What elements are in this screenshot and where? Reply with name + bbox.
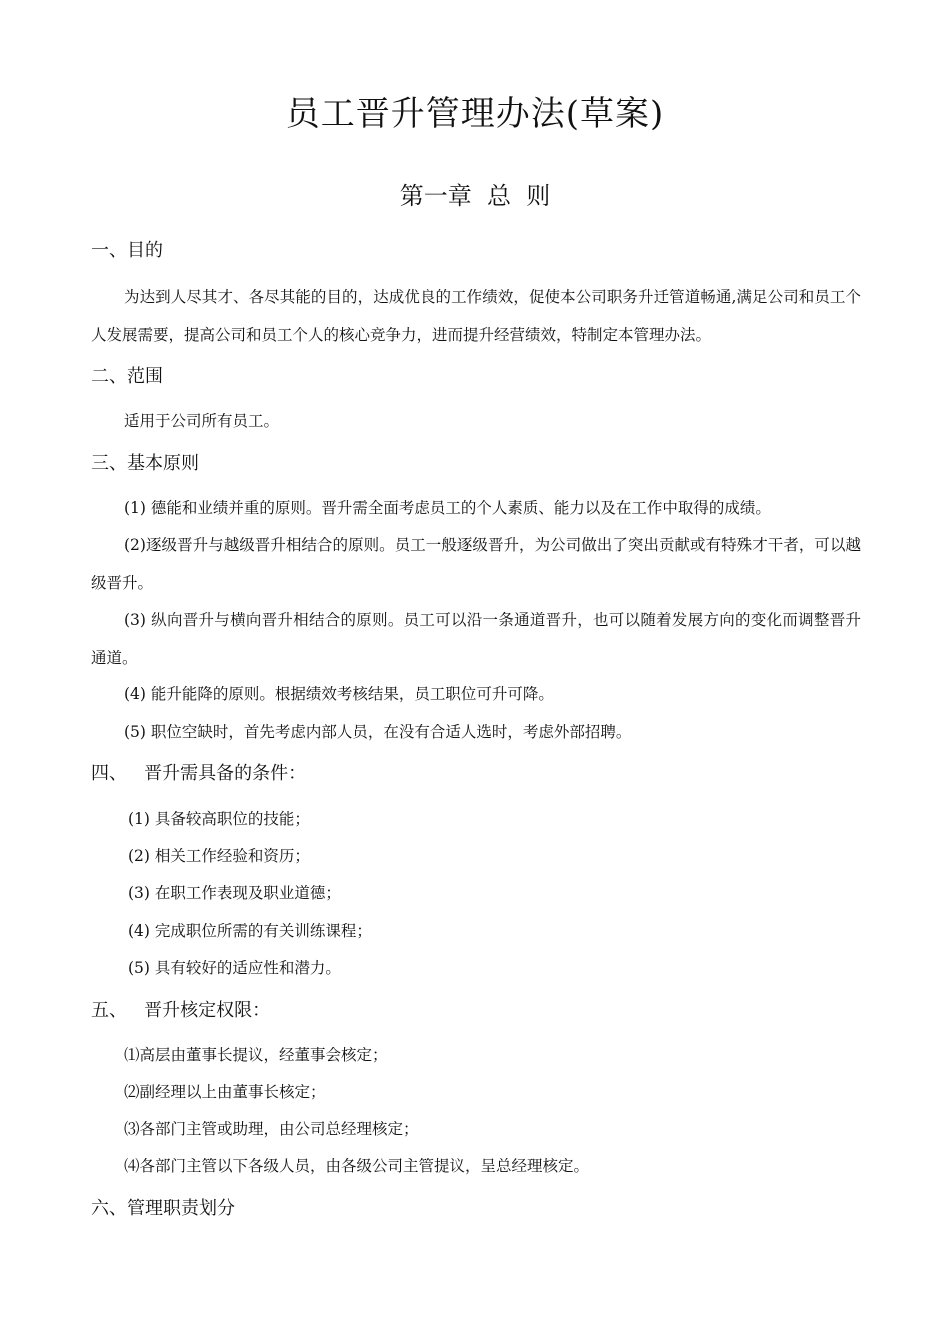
authority-item: ⑵副经理以上由董事长核定；	[124, 1083, 326, 1101]
section-heading-responsibilities: 六、管理职责划分	[91, 1198, 235, 1219]
condition-item: (4) 完成职位所需的有关训练课程；	[128, 922, 372, 940]
section-heading-principles: 三、基本原则	[91, 453, 199, 474]
principle-item: (2)逐级晋升与越级晋升相结合的原则。员工一般逐级晋升，为公司做出了突出贡献或有特殊才干者，可以越级晋升。	[91, 536, 861, 592]
condition-item: (5) 具有较好的适应性和潜力。	[128, 959, 341, 977]
authority-item: ⑷各部门主管以下各级人员，由各级公司主管提议，呈总经理核定。	[124, 1157, 590, 1175]
condition-item: (3) 在职工作表现及职业道德；	[128, 884, 341, 902]
authority-item: ⑴高层由董事长提议，经董事会核定；	[124, 1046, 388, 1064]
section-heading-purpose: 一、目的	[91, 240, 163, 261]
scope-text: 适用于公司所有员工。	[124, 412, 280, 430]
chapter-title: 第一章 总 则	[399, 182, 551, 210]
purpose-paragraph: 为达到人尽其才、各尽其能的目的，达成优良的工作绩效，促使本公司职务升迁管道畅通,满足公司和员工个人发展需要，提高公司和员工个人的核心竞争力，进而提升经营绩效，特制定本管理办法。	[91, 288, 861, 344]
principle-item: (1) 德能和业绩并重的原则。晋升需全面考虑员工的个人素质、能力以及在工作中取得的成绩。	[124, 499, 771, 517]
principle-item: (4) 能升能降的原则。根据绩效考核结果，员工职位可升可降。	[124, 685, 554, 703]
section-heading-authority: 五、 晋升核定权限：	[91, 1000, 271, 1021]
document-title: 员工晋升管理办法(草案)	[285, 94, 665, 134]
condition-item: (1) 具备较高职位的技能；	[128, 810, 310, 828]
section-heading-scope: 二、范围	[91, 366, 163, 387]
principle-item: (5) 职位空缺时，首先考虑内部人员，在没有合适人选时，考虑外部招聘。	[124, 723, 632, 741]
condition-item: (2) 相关工作经验和资历；	[128, 847, 310, 865]
section-heading-conditions: 四、 晋升需具备的条件：	[91, 763, 307, 784]
authority-item: ⑶各部门主管或助理，由公司总经理核定；	[124, 1120, 419, 1138]
principle-item: (3) 纵向晋升与横向晋升相结合的原则。员工可以沿一条通道晋升，也可以随着发展方向的变化而调整晋升通道。	[91, 611, 861, 667]
